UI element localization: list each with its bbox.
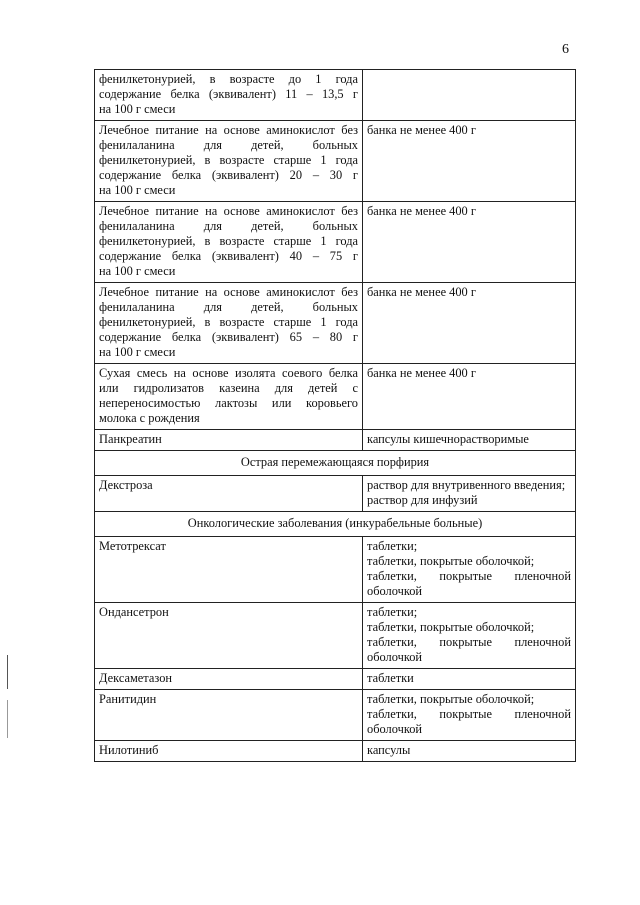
drug-name-line: фенилаланина для детей, больных <box>99 138 358 152</box>
drug-name-line: Ондансетрон <box>99 605 169 619</box>
dosage-form-line: оболочкой <box>367 722 423 736</box>
drug-name-line: Сухая смесь на основе изолята соевого белка <box>99 366 358 380</box>
dosage-form-cell <box>363 202 576 283</box>
drug-name-cell <box>95 283 363 364</box>
dosage-form-cell <box>363 669 576 690</box>
drug-name-line: Ранитидин <box>99 692 157 706</box>
drug-name-line: содержание белка (эквивалент) 11 – 13,5 г <box>99 87 358 101</box>
drug-name-line: фенилкетонурией, в возрасте старше 1 года <box>99 234 358 248</box>
table-row <box>95 70 576 121</box>
drug-name-line: содержание белка (эквивалент) 40 – 75 г <box>99 249 358 263</box>
drug-name-line: на 100 г смеси <box>99 183 176 197</box>
drug-name-line: Лечебное питание на основе аминокислот без <box>99 123 358 137</box>
dosage-form-line: раствор для внутривенного введения; <box>367 478 566 492</box>
scan-artifact-mark <box>7 655 8 689</box>
dosage-form-line: таблетки, покрытые пленочной <box>367 569 571 583</box>
dosage-form-line: таблетки; <box>367 539 418 553</box>
drug-name-cell <box>95 690 363 741</box>
dosage-form-line: раствор для инфузий <box>367 493 478 507</box>
drug-name-cell <box>95 430 363 451</box>
dosage-form-line: банка не менее 400 г <box>367 123 476 137</box>
dosage-form-line: банка не менее 400 г <box>367 204 476 218</box>
drug-name-cell <box>95 70 363 121</box>
drug-name-line: Нилотиниб <box>99 743 159 757</box>
dosage-form-line: оболочкой <box>367 650 423 664</box>
dosage-form-cell <box>363 741 576 762</box>
dosage-form-line: таблетки, покрытые оболочкой; <box>367 554 535 568</box>
medication-table <box>94 69 576 762</box>
drug-name-line: Лечебное питание на основе аминокислот без <box>99 285 358 299</box>
drug-name-line: Лечебное питание на основе аминокислот без <box>99 204 358 218</box>
drug-name-line: на 100 г смеси <box>99 264 176 278</box>
drug-name-cell <box>95 364 363 430</box>
dosage-form-cell <box>363 537 576 603</box>
drug-name-line: фенилкетонурией, в возрасте старше 1 года <box>99 153 358 167</box>
table-row <box>95 690 576 741</box>
table-row <box>95 741 576 762</box>
dosage-form-cell <box>363 121 576 202</box>
drug-name-line: фенилаланина для детей, больных <box>99 300 358 314</box>
drug-name-line: Панкреатин <box>99 432 162 446</box>
drug-name-line: содержание белка (эквивалент) 20 – 30 г <box>99 168 358 182</box>
drug-name-line: на 100 г смеси <box>99 102 176 116</box>
medication-table-body <box>95 70 576 762</box>
dosage-form-cell <box>363 364 576 430</box>
table-row <box>95 537 576 603</box>
dosage-form-line: таблетки <box>367 671 414 685</box>
table-row <box>95 430 576 451</box>
table-row <box>95 669 576 690</box>
dosage-form-cell <box>363 690 576 741</box>
table-row <box>95 603 576 669</box>
dosage-form-cell <box>363 70 576 121</box>
dosage-form-cell <box>363 283 576 364</box>
dosage-form-line: таблетки, покрытые пленочной <box>367 635 571 649</box>
dosage-form-line: таблетки, покрытые оболочкой; <box>367 692 535 706</box>
drug-name-line: фенилаланина для детей, больных <box>99 219 358 233</box>
drug-name-line: Метотрексат <box>99 539 166 553</box>
drug-name-cell <box>95 741 363 762</box>
drug-name-line: непереносимостью лактозы или коровьего <box>99 396 358 410</box>
table-row <box>95 202 576 283</box>
drug-name-line: или гидролизатов казеина для детей с <box>99 381 358 395</box>
dosage-form-line: таблетки, покрытые оболочкой; <box>367 620 535 634</box>
drug-name-cell <box>95 669 363 690</box>
dosage-form-line: оболочкой <box>367 584 423 598</box>
section-title: Онкологические заболевания (инкурабельные больные) <box>95 512 576 537</box>
dosage-form-line: капсулы кишечнорастворимые <box>367 432 529 446</box>
drug-name-cell <box>95 537 363 603</box>
section-title: Острая перемежающаяся порфирия <box>95 451 576 476</box>
dosage-form-cell <box>363 430 576 451</box>
drug-name-line: фенилкетонурией, в возрасте до 1 года <box>99 72 358 86</box>
drug-name-line: Декстроза <box>99 478 153 492</box>
drug-name-line: на 100 г смеси <box>99 345 176 359</box>
drug-name-cell <box>95 603 363 669</box>
drug-name-line: фенилкетонурией, в возрасте старше 1 года <box>99 315 358 329</box>
table-row <box>95 476 576 512</box>
drug-name-line: содержание белка (эквивалент) 65 – 80 г <box>99 330 358 344</box>
drug-name-line: Дексаметазон <box>99 671 173 685</box>
drug-name-line: молока с рождения <box>99 411 200 425</box>
section-header-row <box>95 512 576 537</box>
drug-name-cell <box>95 121 363 202</box>
page-number: 6 <box>562 42 569 57</box>
table-row <box>95 364 576 430</box>
drug-name-cell <box>95 476 363 512</box>
scan-artifact-mark <box>7 700 8 738</box>
drug-name-cell <box>95 202 363 283</box>
dosage-form-cell <box>363 476 576 512</box>
dosage-form-line: таблетки; <box>367 605 418 619</box>
table-row <box>95 121 576 202</box>
dosage-form-line: банка не менее 400 г <box>367 366 476 380</box>
dosage-form-line: таблетки, покрытые пленочной <box>367 707 571 721</box>
section-header-row <box>95 451 576 476</box>
dosage-form-cell <box>363 603 576 669</box>
dosage-form-line: капсулы <box>367 743 411 757</box>
dosage-form-line: банка не менее 400 г <box>367 285 476 299</box>
table-row <box>95 283 576 364</box>
